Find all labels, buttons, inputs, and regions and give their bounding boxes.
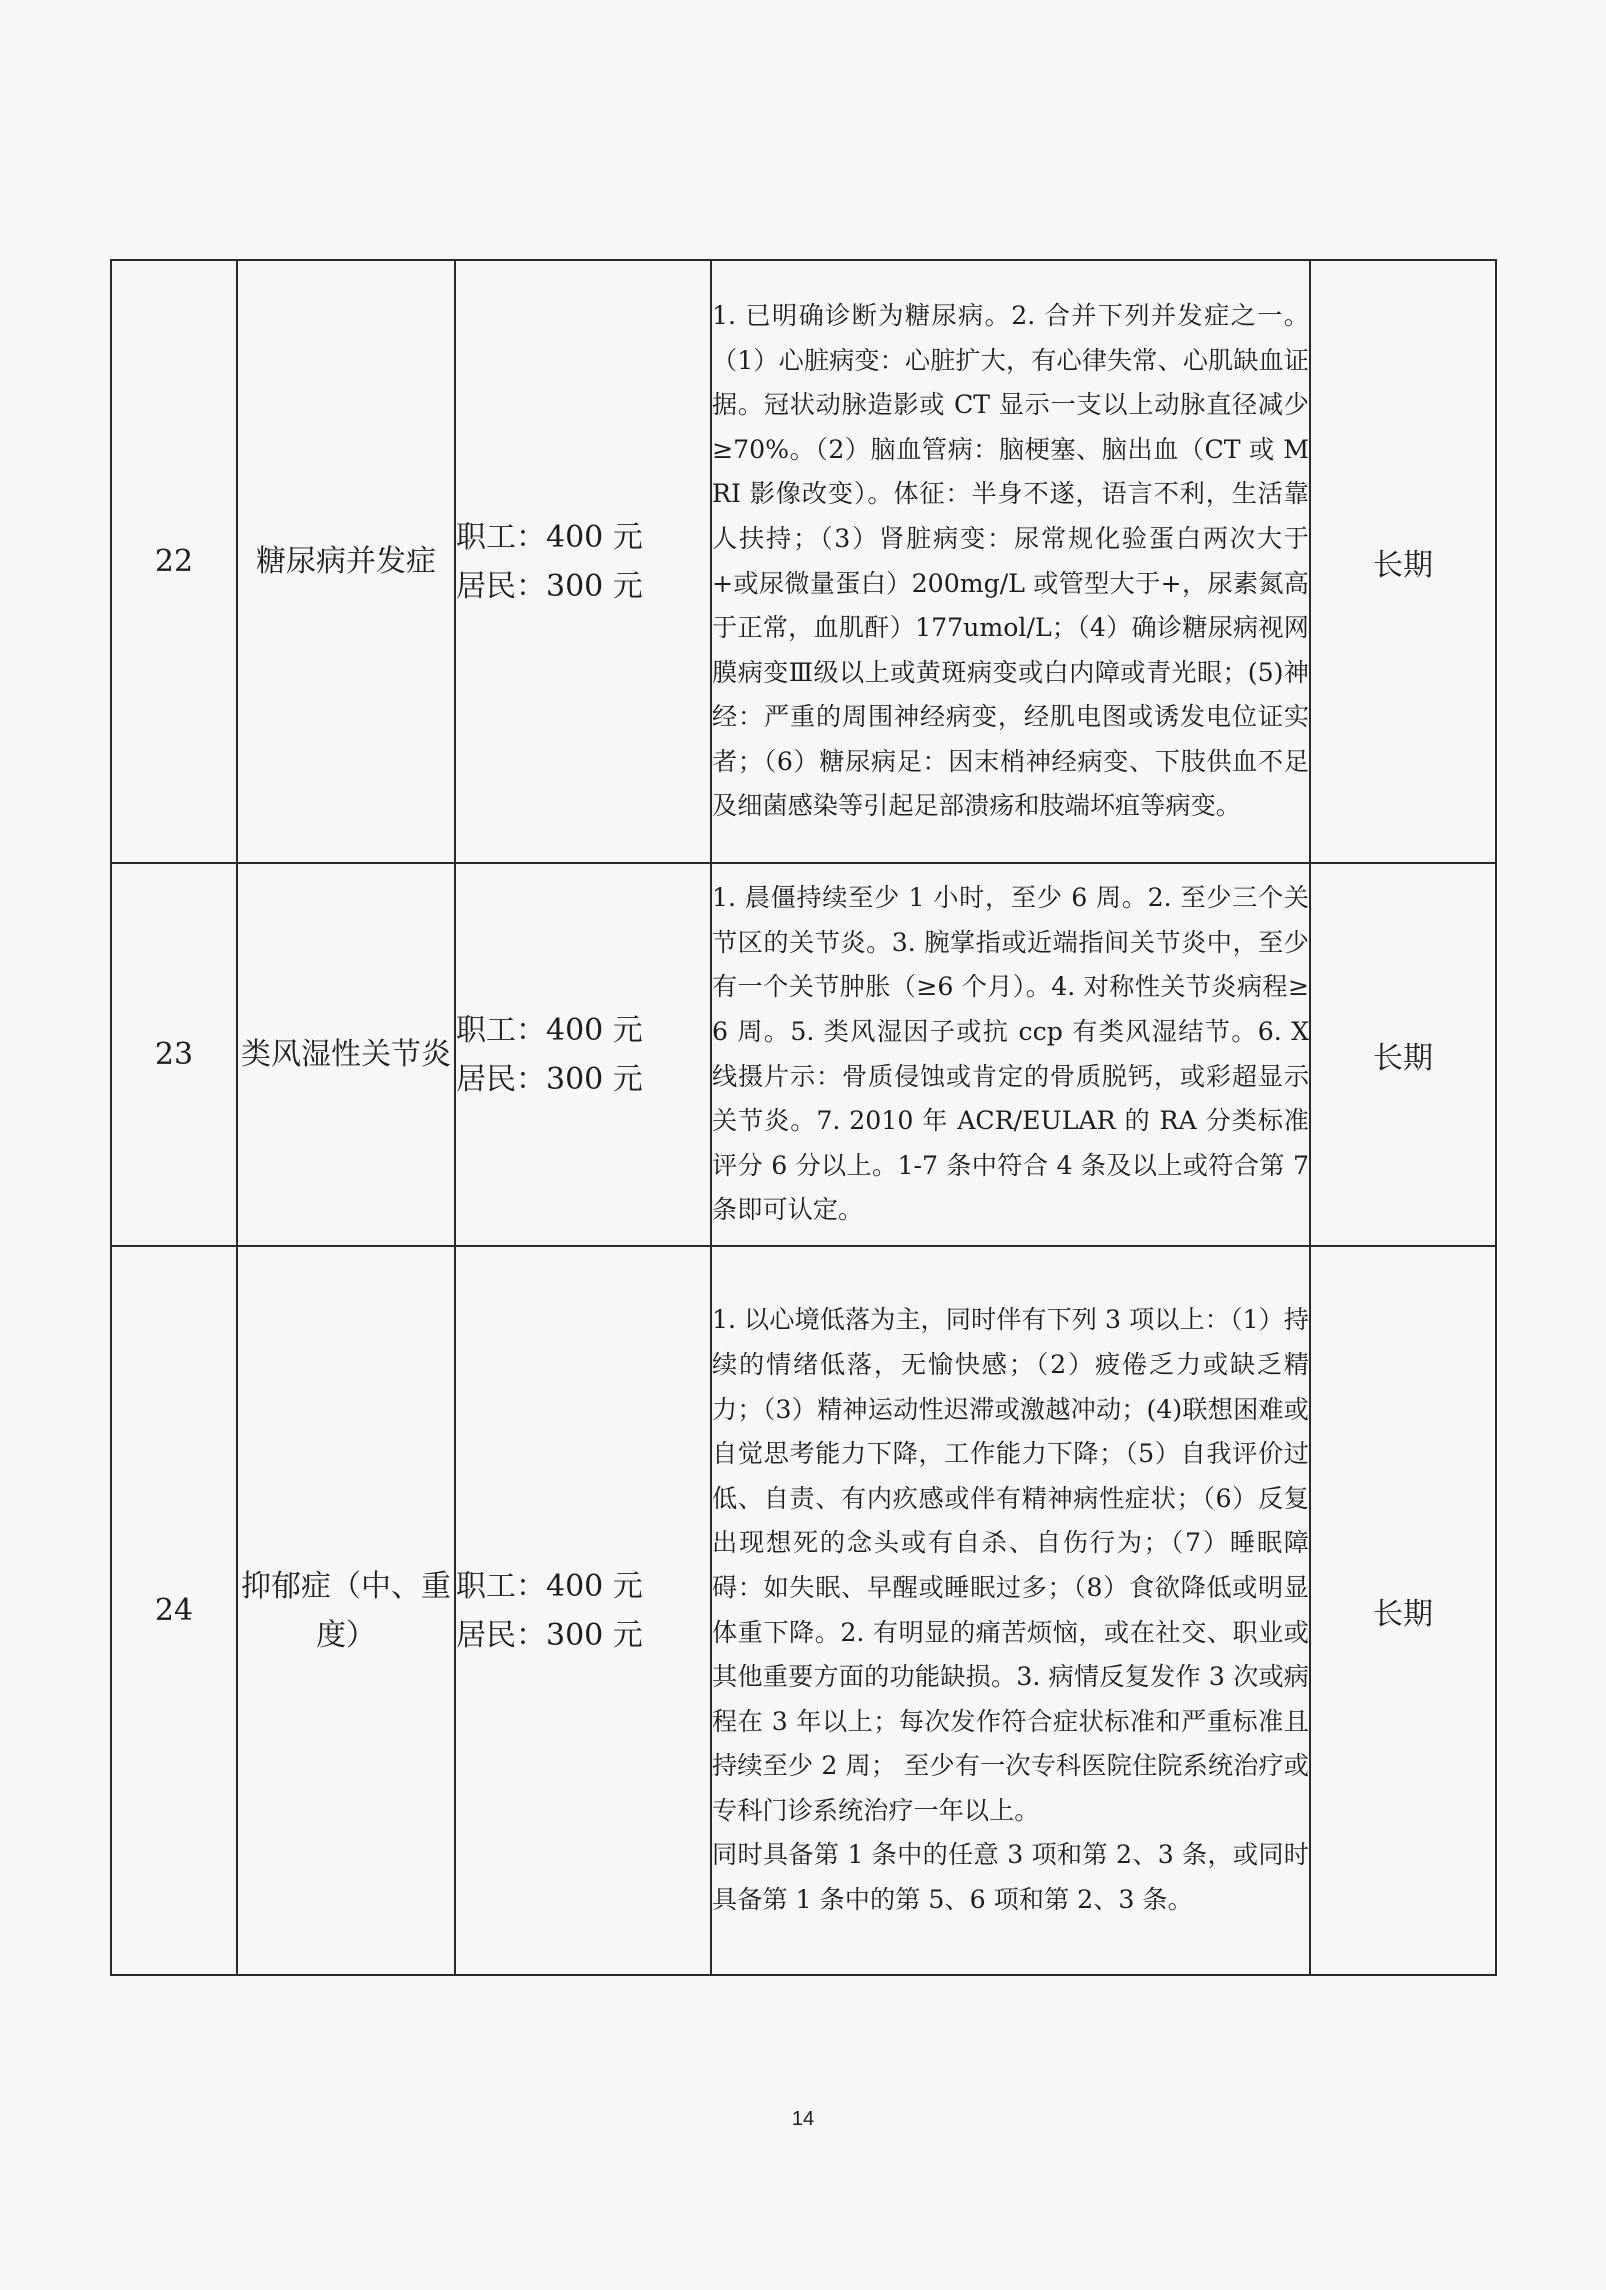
fee-cell <box>455 1246 711 1975</box>
criteria-conclusion: 同时具备第 1 条中的任意 3 项和第 2、3 条，或同时具备第 1 条中的第 5、6 项和第 2、3 条。 <box>712 1840 1309 1915</box>
term-cell: 长期 <box>1310 260 1496 863</box>
fee-employee: 职工：400 元 <box>456 1568 643 1604</box>
fee-cell <box>455 863 711 1246</box>
row-number: 23 <box>111 863 237 1246</box>
fee-cell <box>455 260 711 863</box>
disease-name: 糖尿病并发症 <box>237 260 455 863</box>
table-row <box>111 1246 1496 1975</box>
fee-employee: 职工：400 元 <box>456 519 643 555</box>
table-row <box>111 260 1496 863</box>
criteria-cell <box>711 260 1310 863</box>
table-row <box>111 863 1496 1246</box>
fee-employee: 职工：400 元 <box>456 1012 643 1048</box>
disease-name: 抑郁症（中、重度） <box>237 1246 455 1975</box>
term-cell: 长期 <box>1310 863 1496 1246</box>
fee-resident: 居民：300 元 <box>456 1617 643 1653</box>
row-number: 22 <box>111 260 237 863</box>
fee-resident: 居民：300 元 <box>456 568 643 604</box>
criteria-cell <box>711 1246 1310 1975</box>
row-number: 24 <box>111 1246 237 1975</box>
disease-criteria-table <box>110 259 1497 1976</box>
page-number: 14 <box>791 2108 815 2130</box>
criteria-text: 1. 以心境低落为主，同时伴有下列 3 项以上：（1）持续的情绪低落，无愉快感；（2）疲倦乏力或缺乏精力；（3）精神运动性迟滞或激越冲动；(4)联想困难或自觉思考能力下降，工作能力下降；（5）自我评价过低、自责、有内疚感或伴有精神病性症状；（6）反复出现想死的念头或有自杀、自伤行为；（7）睡眠障碍：如失眠、早醒或睡眠过多；（8）食欲降低或明显体重下降。2. 有明显的痛苦烦恼，或在社交、职业或其他重要方面的功能缺损。3. 病情反复发作 3 次或病程在 3 年以上；每次发作符合症状标准和严重标准且持续至少 2 周； 至少有一次专科医院住院系统治疗或专科门诊系统治疗一年以上。 <box>712 1305 1309 1825</box>
term-cell: 长期 <box>1310 1246 1496 1975</box>
fee-resident: 居民：300 元 <box>456 1061 643 1097</box>
criteria-text: 1. 已明确诊断为糖尿病。2. 合并下列并发症之一。（1）心脏病变：心脏扩大，有心律失常、心肌缺血证据。冠状动脉造影或 CT 显示一支以上动脉直径减少≥70%。（2）脑血管病：脑梗塞、脑出血（CT 或 MRI 影像改变）。体征：半身不遂，语言不利，生活靠人扶持；（3）肾脏病变：尿常规化验蛋白两次大于+或尿微量蛋白）200mg/L 或管型大于+，尿素氮高于正常，血肌酐）177umol/L；（4）确诊糖尿病视网膜病变Ⅲ级以上或黄斑病变或白内障或青光眼；(5)神经：严重的周围神经病变，经肌电图或诱发电位证实者；（6）糖尿病足：因末梢神经病变、下肢供血不足及细菌感染等引起足部溃疡和肢端坏疽等病变。 <box>712 300 1309 821</box>
criteria-text: 1. 晨僵持续至少 1 小时，至少 6 周。2. 至少三个关节区的关节炎。3. 腕掌指或近端指间关节炎中，至少有一个关节肿胀（≥6 个月）。4. 对称性关节炎病程≥6 周。5. 类风湿因子或抗 ccp 有类风湿结节。6. X 线摄片示：骨质侵蚀或肯定的骨质脱钙，或彩超显示关节炎。7. 2010 年 ACR/EULAR 的 RA 分类标准评分 6 分以上。1-7 条中符合 4 条及以上或符合第 7 条即可认定。 <box>712 883 1309 1225</box>
disease-name: 类风湿性关节炎 <box>237 863 455 1246</box>
criteria-cell <box>711 863 1310 1246</box>
